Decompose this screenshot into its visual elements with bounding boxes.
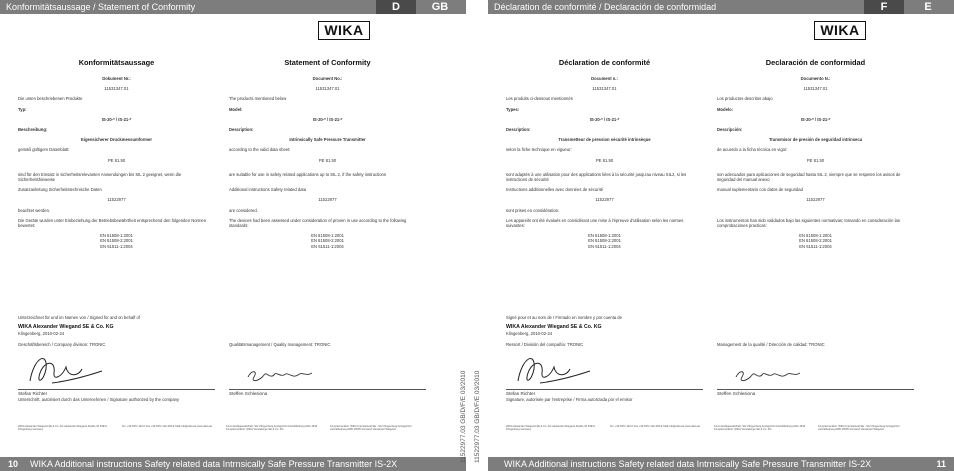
desc-label: Description: [506,127,531,133]
observed-text: sont prises en considération. [506,207,560,213]
fineprint-col: WIKA Alexander Wiegand SE & Co. KG Alexander-Wiegand-Straße 30 63911 Klingenberg Germany [18,425,107,432]
signed-for: Unterzeichnet für und im Namen von / Signed for and on behalf of [18,315,140,320]
signatures [506,347,914,389]
datasheet-value: PE 81.50 [318,157,337,163]
company-name: WIKA Alexander Wiegand SE & Co. KG [506,324,602,331]
place-date: Klingenberg, 2010-02-24 [506,330,553,336]
wika-logo: WIKA [318,21,370,40]
additional-value: 11522977 [107,197,126,203]
doc-no: 11531347.01 [592,86,617,92]
lang-tab-f[interactable]: F [864,0,904,14]
additional-value: 11522977 [595,197,614,203]
datasheet-value: PE 81.50 [595,157,614,163]
place-date: Klingenberg, 2010-02-24 [18,330,65,336]
standard-item: EN 61508-1:2001 [100,233,133,239]
standard-item: EN 61508-2:2001 [588,238,621,244]
heading-en: Statement of Conformity [284,58,371,67]
standards-list [506,233,703,249]
page-number: 11 [936,459,946,469]
right-page [488,0,954,471]
lang-tab-e[interactable]: E [908,0,948,14]
signature-richter [22,347,112,389]
desc-value: Transmisor de presión de seguridad intrínseca [768,137,863,143]
suitable-text: sind für den Einsatz in sicherheitsrelevanten Anwendungen bis SIL 2 geeignet, wenn die Sicherheitshinweise [18,171,182,183]
standard-item: EN 61508-1:2001 [588,233,621,239]
standard-item: EN 61508-1:2001 [799,233,832,239]
additional-value: 11522977 [806,197,825,203]
lang-tab-gb[interactable]: GB [420,0,460,14]
suitable-text: sont adaptés à une utilisation pour des applications liées à la sécurité jusqu'au niveau SIL2, si les instructions de sécurité [506,171,687,183]
additional-label: manual suplementario con datos de seguridad [717,187,803,193]
signature-area [506,315,914,403]
signature-richter [510,347,600,389]
suitable-text: are suitable for use in safety related applications up to SIL 2, if the safety instructions [229,171,386,177]
fineprint-col: Komplementärin: WIKA International SE - Sitz Klingenberg Amtsgericht Aschaffenburg HRB 10505 Vorstand: Alexander Wiegand [330,425,412,432]
fineprint-col: Komplementärin: WIKA International SE - Sitz Klingenberg Amtsgericht Aschaffenburg HRB 10505 Vorstand: Alexander Wiegand [818,425,900,432]
type-label: Modelo: [717,106,734,112]
desc-value: Transmetteur de pression sécurité intrinsèque [558,137,651,143]
type-label: Types: [506,106,520,112]
page-footer [488,457,954,471]
additional-value: 11522977 [318,197,337,203]
signature-schlesiona [730,347,810,389]
type-label: Typ: [18,106,27,112]
observed-text [717,208,914,213]
quality-management: Management de la qualité / Dirección de calidad: TRONIC [717,341,825,347]
company-fineprint [18,425,426,431]
standards-text: The devices had been assessed under consideration of proven in use according to the following standards: [229,217,407,229]
standards-text: Die Geräte wurden unter Einbeziehung der Betriebsbewährtheit entsprechend den folgenden Normen bewertet: [18,217,207,229]
page-number: 10 [8,459,19,469]
signer-name: Steffen Schlesiona [229,389,426,396]
signatures [18,347,426,389]
observed-text: are considered. [229,207,258,213]
declaration-body [506,58,914,254]
standard-item: EN 61511-1:2004 [799,243,832,249]
standard-item: EN 61508-1:2001 [311,233,344,239]
type-value: IS-20-* / IS-21-* [589,116,620,122]
company-division: Ressort / División del compañía: TRONIC [506,341,584,347]
signer-name: Steffen Schlesiona [717,389,914,396]
standard-item: EN 61508-2:2001 [799,238,832,244]
footer-text: WIKA Additional instructions Safety related data Intrnsically Safe Pressure Transmitter IS-2X [30,459,398,469]
desc-label: Descripción: [717,127,743,133]
standards-list [229,233,426,249]
desc-label: Description: [229,127,254,133]
lang-tab-d[interactable]: D [376,0,416,14]
fineprint-col: Tel. +49 9372 132-0 Fax +49 9372 132-406 E-Mail info@wika.de www.wika.de [610,425,701,428]
additional-label: Instructions additionnelles avec données de sécurité [506,187,604,193]
signature-area [18,315,426,403]
standards-text: Los instrumentos han sido validados bajo las siguientes normativas; tomando en consideración las comprobaciones practicas: [717,217,900,229]
desc-label: Beschreibung: [18,127,48,133]
doc-no: 11531347.01 [315,86,340,92]
fineprint-col: Tel. +49 9372 132-0 Fax +49 9372 132-406 E-Mail info@wika.de www.wika.de [122,425,213,428]
products-text: Les produits ci-dessous mentionnés [506,96,573,102]
doc-no: 11531347.01 [104,86,129,92]
products-text: Die unten beschriebenen Produkte [18,96,83,102]
footer-text: WIKA Additional instructions Safety related data Intrnsically Safe Pressure Transmitter IS-2X [504,459,872,469]
fineprint-col: Kommanditgesellschaft: Sitz Klingenberg Amtsgericht Aschaffenburg HRA 1819 Komplementärin: WIKA Verwaltungs SE & Co. KG [714,425,806,432]
doc-no-label: Document No.: [312,76,343,81]
wika-logo: WIKA [814,21,866,40]
document-code: 11522977.03 GB/D/F/E 03/2010 [460,370,467,463]
fineprint-col: WIKA Alexander Wiegand SE & Co. KG Alexander-Wiegand-Straße 30 63911 Klingenberg Germany [506,425,595,432]
standards-list [717,233,914,249]
signed-for: Signé pour et au nom de / Firmado en nombre y por cuenta de [506,315,622,320]
doc-no-label: Documento N.: [800,76,831,81]
observed-text: beachtet werden. [18,207,51,213]
signer-name: Stefan Richter [18,389,215,396]
additional-label: Additional instructions Safety related data [229,187,307,193]
datasheet-text: de acuerdo a la ficha técnica en vigor: [717,147,788,153]
company-name: WIKA Alexander Wiegand SE & Co. KG [18,324,114,331]
heading-de: Konformitätsaussage [78,58,155,67]
type-value: IS-20-* / IS-21-* [101,116,132,122]
standard-item: EN 61511-1:2004 [100,243,133,249]
standard-item: EN 61511-1:2004 [311,243,344,249]
desc-value: Intrinsically Safe Pressure Transmitter [289,137,366,143]
heading-es: Declaración de conformidad [765,58,866,67]
doc-no: 11531347.01 [803,86,828,92]
header-title: Konformitätsaussage / Statement of Conformity [6,2,196,12]
standards-list [18,233,215,249]
company-fineprint [506,425,914,431]
standard-item: EN 61511-1:2004 [588,243,621,249]
signer-name: Stefan Richter [506,389,703,396]
type-value: IS-20-* / IS-21-* [800,116,831,122]
datasheet-value: PE 81.50 [806,157,825,163]
standard-item: EN 61508-2:2001 [100,238,133,244]
doc-no-label: Dokument Nr.: [102,76,131,81]
document-code: 11522977.03 GB/D/F/E 03/2010 [474,370,481,463]
left-page [0,0,466,471]
datasheet-text: selon la fiche technique en vigueur: [506,147,572,153]
standard-item: EN 61508-2:2001 [311,238,344,244]
type-label: Model: [229,106,243,112]
company-division: Geschäftsbereich / Company division: TRONIC [18,341,106,347]
signature-note: Signature, autorisée par l'entreprise / Firma autorizada por el emisor [506,397,633,403]
doc-no-label: Document n.: [591,76,618,81]
additional-label: Zusatzanleitung Sicherheitstechnische Daten [18,187,102,193]
heading-fr: Déclaration de conformité [558,58,651,67]
type-value: IS-20-* / IS-21-* [312,116,343,122]
declaration-body [18,58,426,254]
suitable-text: son adecuados para aplicaciones de seguridad hasta SIL 2, siempre que se respeten los avisos de seguridad del manual anexo [717,171,901,183]
header-title: Déclaration de conformité / Declaración de conformidad [494,2,717,12]
quality-management: Qualitätsmanagement / Quality management: TRONIC [229,341,331,347]
desc-value: Eigensicherer Druckmessumformer [81,137,152,143]
fineprint-col: Kommanditgesellschaft: Sitz Klingenberg Amtsgericht Aschaffenburg HRA 1819 Komplementärin: WIKA Verwaltungs SE & Co. KG [226,425,318,432]
standards-text: Les appareils ont été évalués en considérant une mise à l'épreuve d'utilisation selon les normes suivantes: [506,217,684,229]
datasheet-value: PE 81.50 [107,157,126,163]
signature-schlesiona [242,347,322,389]
page-footer [0,457,466,471]
signature-note: Unterschrift, autorisiert durch das Unternehmen / Signature authorized by the company [18,397,180,403]
datasheet-text: according to the valid data sheet: [229,147,291,153]
products-text: The products mentioned below [229,96,287,102]
datasheet-text: gemäß gültigem Datenblatt: [18,147,70,153]
products-text: Los productos descritos abajo [717,96,773,102]
